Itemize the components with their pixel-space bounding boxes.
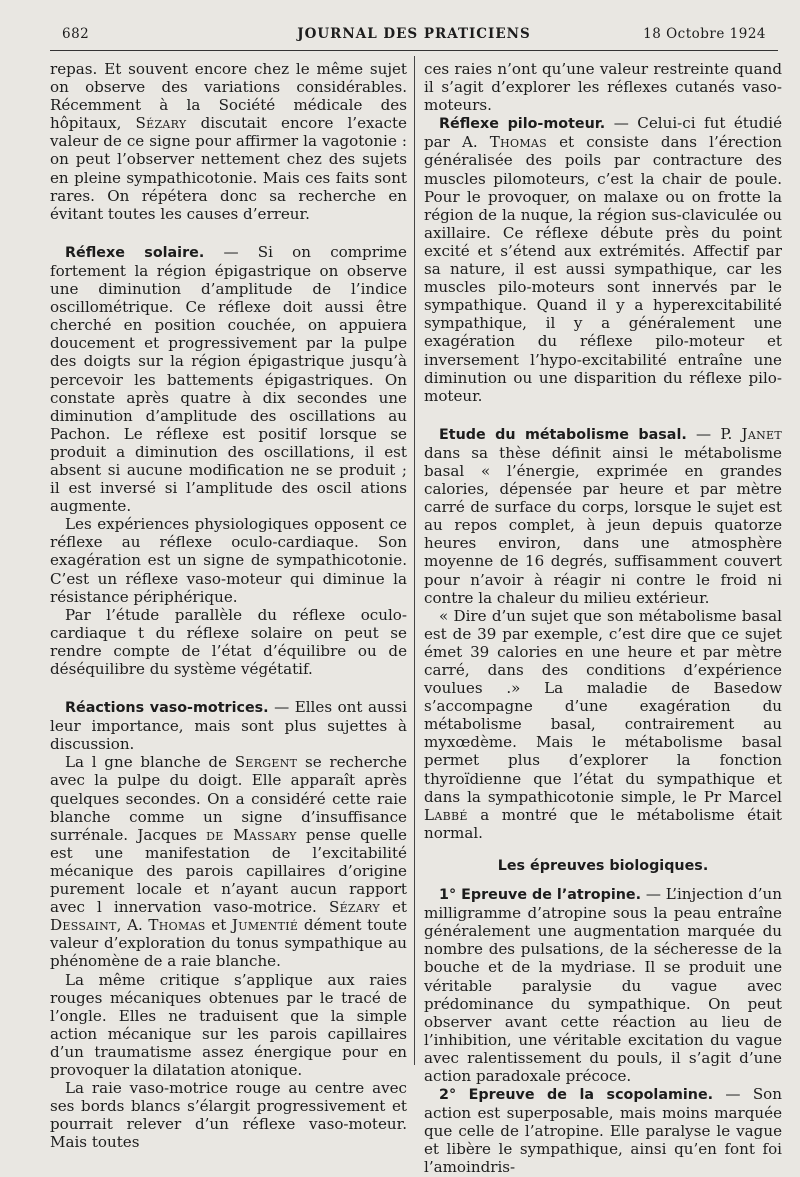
author-name: Janet (741, 424, 782, 443)
paragraph: repas. Et souvent encore chez le même sujet on observe des variations considérables. Récemment à la Société médicale des hôpitaux, Sézary discutait encore l’exacte valeur de ce signe pour affirmer la vagotonie : on peut l’observer nettement chez des sujets en pleine sympathicotonie. Mais ces faits sont rares. On répétera donc sa recherche en évitant toutes les causes d’erreur. (50, 60, 407, 223)
section-scopolamine: 2° Epreuve de la scopolamine. — Son action est superposable, mais moins marquée que celle de l’atropine. Elle paralyse le vague et libère le sympathique, ainsi qu’en font foi l’amoindris- (424, 1085, 782, 1177)
page-header (50, 20, 778, 51)
subsection-title: Les épreuves biologiques. (497, 857, 709, 874)
paragraph: « Dire d’un sujet que son métabolisme basal est de 39 par exemple, c’est dire que ce sujet émet 39 calories en une heure et par mètre carré, dans des conditions d’expérience voulues .» La maladie de Basedow s’accompagne d’une exagération du métabolisme basal, contrairement au myxœdème. Mais le métabolisme basal permet plus d’explorer la fonction thyroïdienne que l’état du sympathique et dans la sympathicotonie simple, le Pr Marcel Labbé a montré que le métabolisme était normal. (424, 606, 782, 842)
column-divider (414, 56, 415, 1065)
author-name: Sézary (135, 114, 187, 133)
section-heading: Réflexe solaire. (65, 244, 205, 261)
paragraph: La l gne blanche de Sergent se recherche avec la pulpe du doigt. Elle apparaît après quelques secondes. On a considéré cette raie blanche comme un signe d’insuffisance surrénale. Jacques de Massary pense quelle est une manifestation de l’excitabilité mécanique des parois capillaires d’origine purement locale et n’ayant aucun rapport avec l innervation vaso-motrice. Sézary et Dessaint, A. Thomas et Jumentié dément toute valeur d’exploration du tonus sympathique au phénomène de a raie blanche. (50, 753, 408, 971)
journal-title: JOURNAL DES PRATICIENS (297, 26, 531, 42)
section-heading: 1° Epreuve de l’atropine. (439, 887, 642, 904)
paragraph: La même critique s’applique aux raies rouges mécaniques obtenues par le tracé de l’ongle. Elles ne traduisent que la simple action mécanique sur les parois capillaires d’un traumatisme assez énergique pour en provoquer la dilatation atonique. (50, 970, 407, 1079)
author-name: Jumentié (231, 916, 299, 935)
left-column (50, 60, 407, 1151)
section-reactions-vaso-motrices: Réactions vaso-motrices. — Elles ont aussi leur importance, mais sont plus sujettes à discussion. (50, 698, 407, 754)
paragraph: La raie vaso-motrice rouge au centre avec ses bords blancs s’élargit progressivement et pourrait relever d’un réflexe vaso-moteur. Mais toutes (50, 1079, 407, 1152)
author-name: Sergent (234, 753, 298, 772)
paragraph: ces raies n’ont qu’une valeur restreinte quand il s’agit d’explorer les réflexes cutanés vaso-moteurs. (424, 60, 782, 115)
section-metabolisme-basal: Etude du métabolisme basal. — P. Janet dans sa thèse définit ainsi le métabolisme basal « l’énergie, exprimée en grandes calories, dépensée par heure et par mètre carré de surface du corps, lorsque le sujet est au repos complet, à jeun depuis quatorze heures environ, dans une atmosphère moyenne de 16 degrés, suffisamment couvert pour n’avoir à réagir ni contre le froid ni contre la chaleur du milieu extérieur. (424, 424, 782, 607)
section-atropine: 1° Epreuve de l’atropine. — L’injection d’un milligramme d’atropine sous la peau entraîne généralement une augmentation marquée du nombre des pulsations, de la sécheresse de la bouche et de la mydriase. Il se produit une véritable paralysie du vague avec prédominance du sympathique. On peut observer avant cette réaction au lieu de l’inhibition, une véritable excitation du vague avec ralentissement du pouls, il s’agit d’une action paradoxale précoce. (424, 885, 782, 1085)
section-heading: Etude du métabolisme basal. (439, 426, 687, 443)
page-number: 682 (62, 26, 90, 42)
author-name: Dessaint (50, 916, 117, 935)
right-column (424, 60, 782, 1177)
author-name: Thomas (489, 133, 548, 152)
section-heading: Réflexe pilo-moteur. (439, 116, 606, 133)
section-heading: Réactions vaso-motrices. (65, 700, 269, 717)
author-name: de Massary (206, 825, 297, 844)
section-reflexe-solaire: Réflexe solaire. — Si on comprime fortement la région épigastrique on observe une diminution d’amplitude de l’indice oscillométrique. Ce réflexe doit aussi être cherché en position couchée, on appuiera doucement et progressivement par la pulpe des doigts sur la région épigastrique jusqu’à percevoir les battements épigastriques. On constate après quatre à dix secondes une diminution d’amplitude des oscillations au Pachon. Le réflexe est positif lorsque se produit a diminution des oscillations, il est absent si aucune modification ne se produit ; il est inversé si l’amplitude des oscil ations augmente. (50, 242, 407, 516)
paragraph: Les expériences physiologiques opposent ce réflexe au réflexe oculo-cardiaque. Son exagération est un signe de sympathicotonie. C’est un réflexe vaso-moteur qui diminue la résistance périphérique. (50, 515, 407, 606)
section-reflexe-pilo-moteur: Réflexe pilo-moteur. — Celui-ci fut étudié par A. Thomas et consiste dans l’érection généralisée des poils par contracture des muscles pilomoteurs, c’est la chair de poule. Pour le provoquer, on malaxe ou on frotte la région de la nuque, la région sus-claviculée ou axillaire. Ce réflexe débute près du point excité et s’étend aux extrémités. Affectif par sa nature, il est aussi sympathique, car les muscles pilo-moteurs sont innervés par le sympathique. Quand il y a hyperexcitabilité sympathique, il y a généralement une exagération du réflexe pilo-moteur et inversement l’hypo-excitabilité entraîne une diminution ou une disparition du réflexe pilo-moteur. (424, 114, 782, 405)
paragraph: Par l’étude parallèle du réflexe oculo-cardiaque t du réflexe solaire on peut se rendre compte de l’état d’équilibre ou de déséquilibre du système végétatif. (50, 605, 407, 678)
author-name: Labbé (424, 805, 468, 824)
author-name: Sézary (328, 898, 380, 917)
issue-date: 18 Octobre 1924 (643, 26, 766, 42)
section-heading: 2° Epreuve de la scopolamine. (439, 1087, 714, 1104)
author-name: Thomas (148, 916, 206, 935)
